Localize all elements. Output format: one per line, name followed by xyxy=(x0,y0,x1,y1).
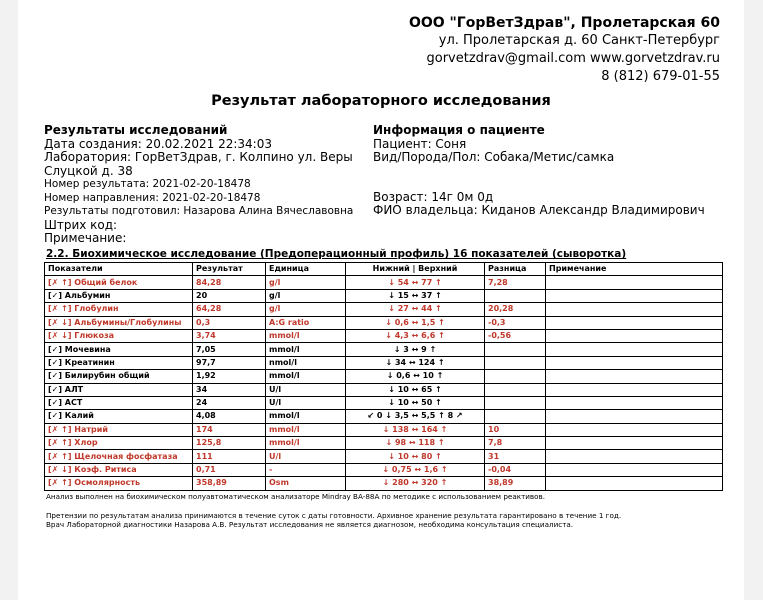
row-difference xyxy=(485,370,546,383)
row-result: 97,7 xyxy=(193,356,266,369)
row-note xyxy=(546,303,723,316)
table-row xyxy=(45,303,723,316)
row-note xyxy=(546,370,723,383)
row-range: ↓ 280 ↔ 320 ↑ xyxy=(346,477,485,490)
report-sheet xyxy=(18,0,744,600)
row-difference: 20,28 xyxy=(485,303,546,316)
row-unit: mmol/l xyxy=(266,343,346,356)
row-parameter: [✓] Креатинин xyxy=(45,356,193,369)
table-row xyxy=(45,329,723,342)
prepared-by: Результаты подготовил: Назарова Алина Вячеславовна xyxy=(44,205,354,217)
row-note xyxy=(546,396,723,409)
table-row xyxy=(45,289,723,302)
results-body xyxy=(45,276,723,490)
row-unit: g/l xyxy=(266,276,346,289)
row-unit: mmol/l xyxy=(266,423,346,436)
table-row xyxy=(45,437,723,450)
row-note xyxy=(546,450,723,463)
row-unit: Osm xyxy=(266,477,346,490)
row-parameter: [✓] Альбумин xyxy=(45,289,193,302)
row-result: 24 xyxy=(193,396,266,409)
created-date: Дата создания: 20.02.2021 22:34:03 xyxy=(44,136,272,151)
row-note xyxy=(546,423,723,436)
patient-heading: Информация о пациенте xyxy=(373,123,545,137)
table-header-row xyxy=(45,263,723,276)
result-number: Номер результата: 2021-02-20-18478 xyxy=(44,178,251,190)
note-label: Примечание: xyxy=(44,231,127,245)
organization-name: ООО "ГорВетЗдрав", Пролетарская 60 xyxy=(408,15,720,31)
row-unit: nmol/l xyxy=(266,356,346,369)
row-range: ↓ 10 ↔ 65 ↑ xyxy=(346,383,485,396)
table-row xyxy=(45,477,723,490)
section-title: 2.2. Биохимическое исследование (Предоперационный профиль) 16 показателей (сыворотка) xyxy=(46,248,627,260)
row-note xyxy=(546,463,723,476)
row-difference: 10 xyxy=(485,423,546,436)
table-row xyxy=(45,343,723,356)
row-note xyxy=(546,410,723,423)
row-parameter: [✗ ↑] Общий белок xyxy=(45,276,193,289)
row-parameter: [✓] АЛТ xyxy=(45,383,193,396)
row-parameter: [✗ ↑] Осмолярность xyxy=(45,477,193,490)
row-unit: g/l xyxy=(266,289,346,302)
row-unit: U/l xyxy=(266,450,346,463)
row-range: ↓ 138 ↔ 164 ↑ xyxy=(346,423,485,436)
row-range: ↓ 10 ↔ 80 ↑ xyxy=(346,450,485,463)
row-range: ↓ 3 ↔ 9 ↑ xyxy=(346,343,485,356)
table-row xyxy=(45,383,723,396)
row-unit: U/l xyxy=(266,383,346,396)
results-table xyxy=(44,262,723,491)
header-difference: Разница xyxy=(485,263,546,276)
row-difference xyxy=(485,343,546,356)
table-row xyxy=(45,450,723,463)
table-row xyxy=(45,316,723,329)
row-result: 34 xyxy=(193,383,266,396)
table-row xyxy=(45,396,723,409)
row-range: ↓ 0,75 ↔ 1,6 ↑ xyxy=(346,463,485,476)
doctor-note: Врач Лабораторной диагностики Назарова А.В. Результат исследования не является диагнозом, необходима консультация специалиста. xyxy=(46,520,574,529)
row-range: ↓ 4,3 ↔ 6,6 ↑ xyxy=(346,329,485,342)
row-range: ↓ 98 ↔ 118 ↑ xyxy=(346,437,485,450)
row-unit: mmol/l xyxy=(266,370,346,383)
claims-note: Претензии по результатам анализа принимаются в течение суток с даты готовности. Архивное хранение результата гарантировано в течение 1 год. xyxy=(46,511,622,520)
row-parameter: [✗ ↓] Глюкоза xyxy=(45,329,193,342)
row-note xyxy=(546,289,723,302)
research-info xyxy=(44,124,364,246)
row-unit: A:G ratio xyxy=(266,316,346,329)
table-row xyxy=(45,276,723,289)
row-note xyxy=(546,356,723,369)
row-difference xyxy=(485,383,546,396)
row-parameter: [✗ ↑] Глобулин xyxy=(45,303,193,316)
row-note xyxy=(546,383,723,396)
row-parameter: [✗ ↓] Альбумины/Глобулины xyxy=(45,316,193,329)
table-row xyxy=(45,463,723,476)
analyzer-note: Анализ выполнен на биохимическом полуавтоматическом анализаторе Mindray BA-88A по методике с использованием реактивов. xyxy=(46,492,546,501)
research-heading: Результаты исследований xyxy=(44,123,228,137)
row-result: 20 xyxy=(193,289,266,302)
row-unit: U/l xyxy=(266,396,346,409)
header-result: Результат xyxy=(193,263,266,276)
row-range: ↙ 0 ↓ 3,5 ↔ 5,5 ↑ 8 ↗ xyxy=(346,410,485,423)
row-difference: 38,89 xyxy=(485,477,546,490)
row-parameter: [✓] Билирубин общий xyxy=(45,370,193,383)
row-note xyxy=(546,316,723,329)
organization-address: ул. Пролетарская д. 60 Санкт-Петербург xyxy=(438,33,720,48)
table-row xyxy=(45,370,723,383)
row-parameter: [✗ ↓] Коэф. Ритиса xyxy=(45,463,193,476)
row-parameter: [✗ ↑] Натрий xyxy=(45,423,193,436)
row-result: 4,08 xyxy=(193,410,266,423)
row-parameter: [✗ ↑] Хлор xyxy=(45,437,193,450)
row-difference xyxy=(485,356,546,369)
row-range: ↓ 54 ↔ 77 ↑ xyxy=(346,276,485,289)
row-note xyxy=(546,343,723,356)
organization-header xyxy=(409,14,720,86)
row-result: 84,28 xyxy=(193,276,266,289)
table-row xyxy=(45,423,723,436)
row-result: 0,3 xyxy=(193,316,266,329)
row-difference: 31 xyxy=(485,450,546,463)
row-parameter: [✓] Калий xyxy=(45,410,193,423)
row-unit: - xyxy=(266,463,346,476)
row-parameter: [✓] Мочевина xyxy=(45,343,193,356)
row-difference: 7,8 xyxy=(485,437,546,450)
table-row xyxy=(45,410,723,423)
row-difference: -0,04 xyxy=(485,463,546,476)
row-difference: -0,3 xyxy=(485,316,546,329)
row-difference xyxy=(485,396,546,409)
row-result: 111 xyxy=(193,450,266,463)
row-result: 7,05 xyxy=(193,343,266,356)
row-result: 174 xyxy=(193,423,266,436)
row-result: 3,74 xyxy=(193,329,266,342)
row-difference: -0,56 xyxy=(485,329,546,342)
row-result: 125,8 xyxy=(193,437,266,450)
organization-phone: 8 (812) 679-01-55 xyxy=(601,69,720,84)
row-difference: 7,28 xyxy=(485,276,546,289)
row-unit: mmol/l xyxy=(266,437,346,450)
row-range: ↓ 10 ↔ 50 ↑ xyxy=(346,396,485,409)
row-difference xyxy=(485,410,546,423)
row-range: ↓ 0,6 ↔ 10 ↑ xyxy=(346,370,485,383)
row-note xyxy=(546,276,723,289)
row-parameter: [✗ ↑] Щелочная фосфатаза xyxy=(45,450,193,463)
patient-name: Пациент: Соня xyxy=(373,136,467,151)
laboratory-line-1: Лаборатория: ГорВетЗдрав, г. Колпино ул. Веры xyxy=(44,150,353,164)
patient-age: Возраст: 14г 0м 0д xyxy=(373,189,494,204)
organization-contacts: gorvetzdrav@gmail.com www.gorvetzdrav.ru xyxy=(426,51,720,66)
row-range: ↓ 15 ↔ 37 ↑ xyxy=(346,289,485,302)
owner-name: ФИО владельца: Киданов Александр Владимирович xyxy=(373,203,705,217)
table-row xyxy=(45,356,723,369)
referral-number: Номер направления: 2021-02-20-18478 xyxy=(44,191,261,204)
document-title: Результат лабораторного исследования xyxy=(211,93,551,109)
row-result: 358,89 xyxy=(193,477,266,490)
row-unit: mmol/l xyxy=(266,410,346,423)
patient-species: Вид/Порода/Пол: Собака/Метис/самка xyxy=(373,150,615,164)
row-difference xyxy=(485,289,546,302)
row-unit: g/l xyxy=(266,303,346,316)
row-range: ↓ 0,6 ↔ 1,5 ↑ xyxy=(346,316,485,329)
row-result: 1,92 xyxy=(193,370,266,383)
row-result: 64,28 xyxy=(193,303,266,316)
row-unit: mmol/l xyxy=(266,329,346,342)
header-range: Нижний | Верхний xyxy=(346,263,485,276)
laboratory-line-2: Слуцкой д. 38 xyxy=(44,163,133,178)
row-range: ↓ 27 ↔ 44 ↑ xyxy=(346,303,485,316)
header-unit: Единица xyxy=(266,263,346,276)
row-note xyxy=(546,437,723,450)
header-note: Примечание xyxy=(546,263,723,276)
row-parameter: [✓] АСТ xyxy=(45,396,193,409)
patient-info xyxy=(373,124,733,218)
barcode-label: Штрих код: xyxy=(44,217,118,232)
row-range: ↓ 34 ↔ 124 ↑ xyxy=(346,356,485,369)
row-result: 0,71 xyxy=(193,463,266,476)
row-note xyxy=(546,477,723,490)
header-parameter: Показатели xyxy=(45,263,193,276)
row-note xyxy=(546,329,723,342)
